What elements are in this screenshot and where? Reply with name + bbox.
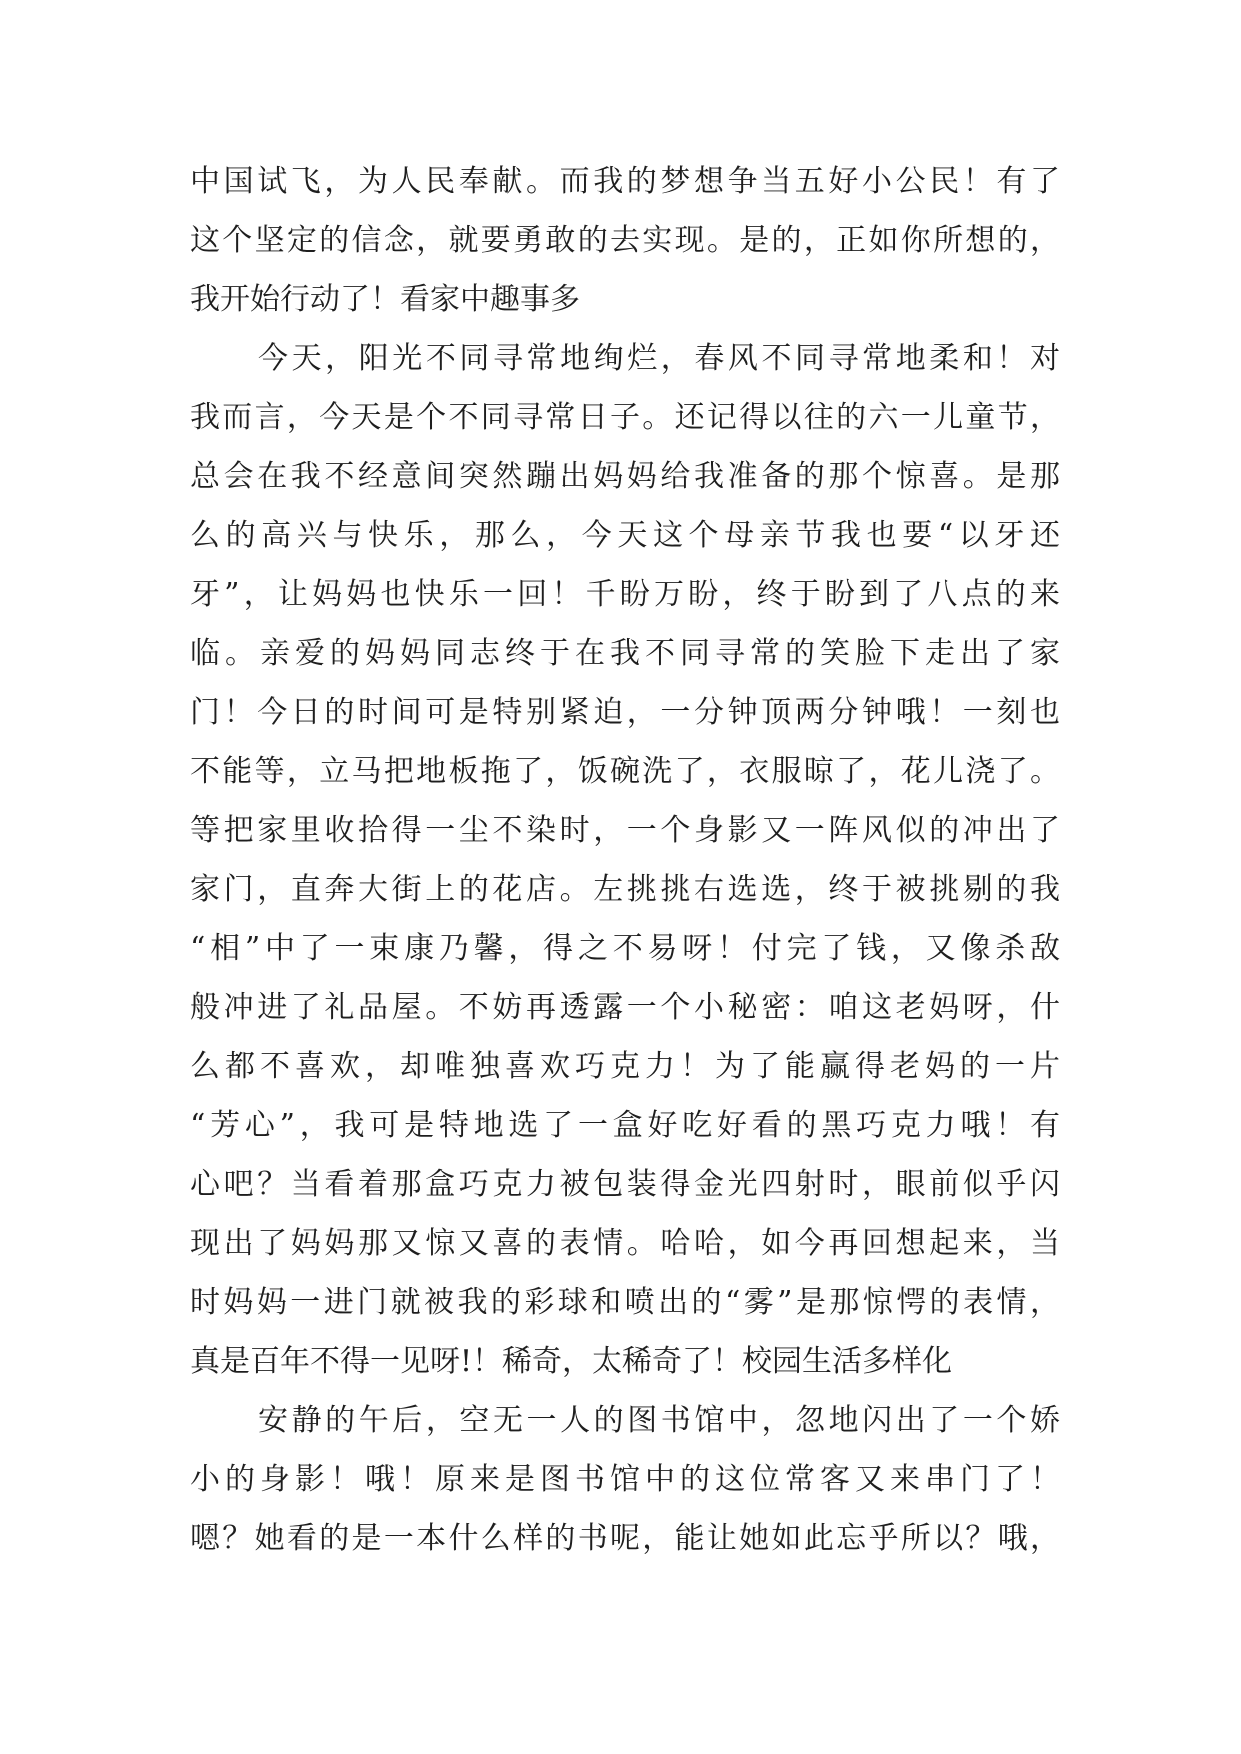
text-line: 我开始行动了！看家中趣事多	[190, 282, 580, 317]
text-line: 门！今日的时间可是特别紧迫，一分钟顶两分钟哦！一刻也	[190, 695, 1060, 730]
text-line: 般冲进了礼品屋。不妨再透露一个小秘密：咱这老妈呀，什	[190, 990, 1060, 1025]
body-text	[190, 152, 1060, 1568]
text-line: “芳心”，我可是特地选了一盒好吃好看的黑巧克力哦！有	[190, 1108, 1060, 1143]
text-line: 不能等，立马把地板拖了，饭碗洗了，衣服晾了，花儿浇了。	[190, 754, 1060, 789]
text-line: 小的身影！哦！原来是图书馆中的这位常客又来串门了！	[190, 1462, 1060, 1497]
text-line: 我而言，今天是个不同寻常日子。还记得以往的六一儿童节，	[190, 400, 1060, 435]
text-line: 现出了妈妈那又惊又喜的表情。哈哈，如今再回想起来，当	[190, 1226, 1060, 1261]
text-line: 嗯？她看的是一本什么样的书呢，能让她如此忘乎所以？哦，	[190, 1521, 1060, 1556]
text-line: 中国试飞，为人民奉献。而我的梦想争当五好小公民！有了	[190, 164, 1060, 199]
text-line: “相”中了一束康乃馨，得之不易呀！付完了钱，又像杀敌	[190, 931, 1060, 966]
text-line: 么都不喜欢，却唯独喜欢巧克力！为了能赢得老妈的一片	[190, 1049, 1060, 1084]
text-line: 等把家里收拾得一尘不染时，一个身影又一阵风似的冲出了	[190, 813, 1060, 848]
text-line: 牙”，让妈妈也快乐一回！千盼万盼，终于盼到了八点的来	[190, 577, 1060, 612]
text-line: 今天，阳光不同寻常地绚烂，春风不同寻常地柔和！对	[258, 341, 1060, 376]
text-line: 家门，直奔大街上的花店。左挑挑右选选，终于被挑剔的我	[190, 872, 1060, 907]
text-line: 真是百年不得一见呀!！稀奇，太稀奇了！校园生活多样化	[190, 1344, 953, 1379]
text-line: 这个坚定的信念，就要勇敢的去实现。是的，正如你所想的，	[190, 223, 1060, 258]
text-line: 临。亲爱的妈妈同志终于在我不同寻常的笑脸下走出了家	[190, 636, 1060, 671]
text-line: 安静的午后，空无一人的图书馆中，忽地闪出了一个娇	[258, 1403, 1060, 1438]
text-line: 时妈妈一进门就被我的彩球和喷出的“雾”是那惊愕的表情，	[190, 1285, 1060, 1320]
text-line: 么的高兴与快乐，那么，今天这个母亲节我也要“以牙还	[190, 518, 1060, 553]
text-line: 心吧？当看着那盒巧克力被包装得金光四射时，眼前似乎闪	[190, 1167, 1060, 1202]
text-line: 总会在我不经意间突然蹦出妈妈给我准备的那个惊喜。是那	[190, 459, 1060, 494]
